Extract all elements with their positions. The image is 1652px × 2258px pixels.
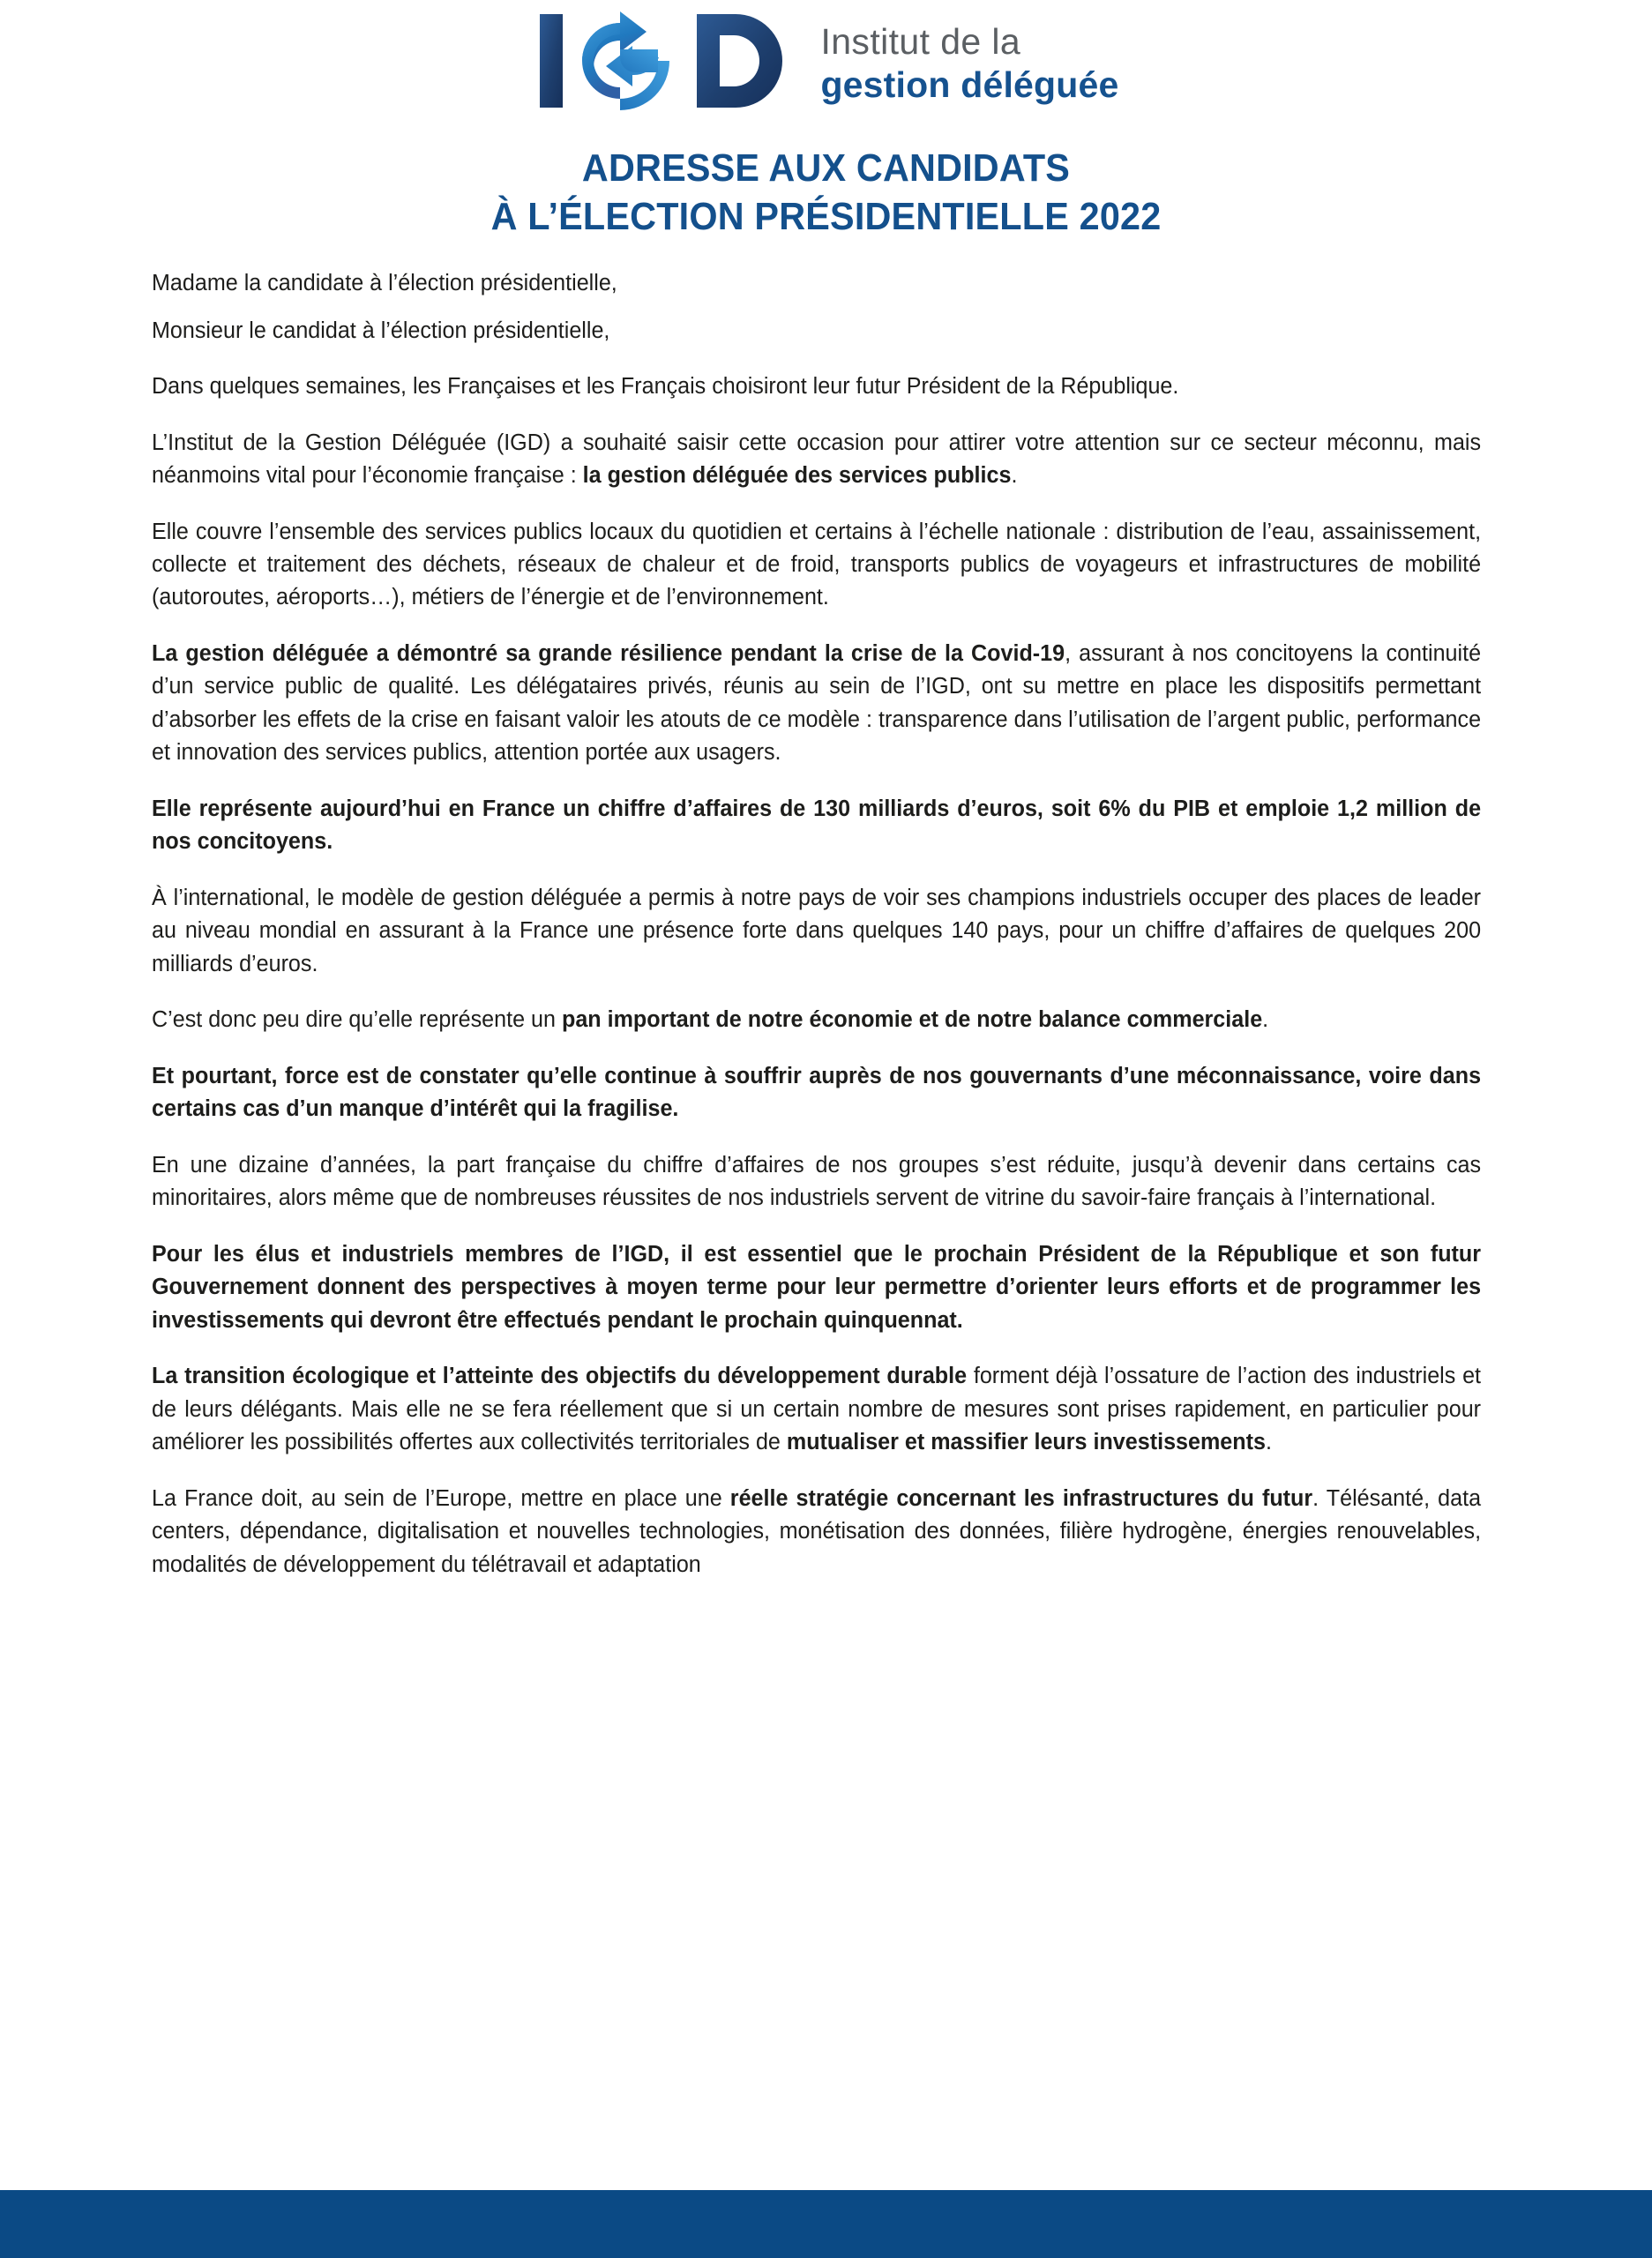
paragraph-economic-text-a: C’est donc peu dire qu’elle représente un — [151, 1007, 562, 1033]
paragraph-ecological-text-b: forment déjà l’ossature de l’action des industriels et de leurs délégants. Mais elle ne se fera réellement que si un certain nombre de mesures sont prises rapidement, en particulier pour améliorer les possibilités offertes aux collectivités territoriales de — [151, 1364, 1481, 1455]
salutation-line-1: Madame la candidate à l’élection présidentielle, — [151, 271, 617, 296]
paragraph-economic-highlight: pan important de notre économie et de notre balance commerciale — [561, 1007, 1262, 1033]
igd-logo-mark-icon — [533, 7, 797, 115]
document-body — [152, 267, 1501, 1581]
paragraph-expectations: Pour les élus et industriels membres de l’IGD, il est essentiel que le prochain Président de la République et son futur Gouvernement donnent des perspectives à moyen terme pour leur permettre d’orienter leurs efforts et de programmer les investissements qui devront être effectués pendant le prochain quinquennat. — [151, 1241, 1481, 1333]
paragraph-scope: Elle couvre l’ensemble des services publics locaux du quotidien et certains à l’échelle nationale : distribution de l’eau, assainissement, collecte et traitement des déchets, réseaux de chaleur et de froid, transports publics de voyageurs et infrastructures de mobilité (autoroutes, aéroports…), métiers de l’énergie et de l’environnement. — [151, 519, 1481, 610]
igd-logo — [533, 7, 1118, 115]
paragraph-intro: Dans quelques semaines, les Françaises et les Français choisiront leur futur Président de la République. — [151, 374, 1178, 400]
paragraph-future-text-a: La France doit, au sein de l’Europe, mettre en place une — [151, 1485, 730, 1511]
paragraph-ecological-highlight-c: mutualiser et massifier leurs investissements — [786, 1430, 1266, 1455]
paragraph-future-text-c: . Télésanté, data centers, dépendance, digitalisation et nouvelles technologies, monétisation des données, filière hydrogène, énergies renouvelables, modalités de développement du télétravail et adaptation — [151, 1485, 1481, 1577]
paragraph-international: À l’international, le modèle de gestion déléguée a permis à notre pays de voir ses champions industriels occuper des places de leader au niveau mondial en assurant à la France une présence forte dans quelques 140 pays, pour un chiffre d’affaires de quelques 200 milliards d’euros. — [151, 885, 1481, 976]
paragraph-lack-of-interest: Et pourtant, force est de constater qu’elle continue à souffrir auprès de nos gouvernants d’une méconnaissance, voire dans certains cas d’un manque d’intérêt qui la fragilise. — [151, 1063, 1481, 1122]
salutation-line-2: Monsieur le candidat à l’élection présidentielle, — [151, 318, 609, 343]
page-title-line-2: À L’ÉLECTION PRÉSIDENTIELLE 2022 — [490, 194, 1162, 238]
paragraph-economic-text-c: . — [1261, 1007, 1268, 1033]
paragraph-key-figures: Elle représente aujourd’hui en France un chiffre d’affaires de 130 milliards d’euros, soit 6% du PIB et emploie 1,2 million de nos concitoyens. — [151, 796, 1481, 855]
paragraph-ecological-transition — [152, 1360, 1481, 1459]
igd-logo-tagline — [820, 19, 1118, 103]
paragraph-covid-highlight: La gestion déléguée a démontré sa grande résilience pendant la crise de la Covid-19 — [151, 640, 1065, 666]
paragraph-igd-text-c: . — [1010, 463, 1017, 489]
paragraph-covid-text: , assurant à nos concitoyens la continuité d’un service public de qualité. Les délégataires privés, réunis au sein de l’IGD, ont su mettre en place les dispositifs permettant d’absorber les effets de la crise en faisant valoir les atouts de ce modèle : transparence dans l’utilisation de l’argent public, performance et innovation des services publics, attention portée aux usagers. — [151, 640, 1481, 766]
logo-tagline-line1: Institut de la — [820, 21, 1021, 62]
paragraph-future-infrastructure — [152, 1483, 1481, 1581]
paragraph-covid-resilience — [152, 638, 1481, 770]
paragraph-igd-highlight: la gestion déléguée des services publics — [582, 463, 1011, 489]
footer-bar — [0, 2190, 1652, 2258]
paragraph-ecological-text-d: . — [1265, 1430, 1272, 1455]
paragraph-future-highlight: réelle stratégie concernant les infrastructures du futur — [729, 1485, 1312, 1511]
paragraph-igd-presentation — [152, 427, 1481, 493]
paragraph-igd-text-a: L’Institut de la Gestion Déléguée (IGD) a souhaité saisir cette occasion pour attirer votre attention sur ce secteur méconnu, mais néanmoins vital pour l’économie française : — [151, 430, 1481, 489]
paragraph-economic-weight — [152, 1004, 1481, 1036]
paragraph-ecological-highlight-a: La transition écologique et l’atteinte des objectifs du développement durable — [151, 1364, 967, 1389]
page-title-line-1: ADRESSE AUX CANDIDATS — [581, 146, 1071, 190]
page-title — [0, 145, 1652, 241]
paragraph-declining-share: En une dizaine d’années, la part française du chiffre d’affaires de nos groupes s’est réduite, jusqu’à devenir dans certains cas minoritaires, alors même que de nombreuses réussites de nos industriels servent de vitrine du savoir-faire français à l’international. — [151, 1152, 1481, 1211]
logo-tagline-line2: gestion déléguée — [820, 64, 1119, 105]
document-header — [0, 0, 1652, 115]
